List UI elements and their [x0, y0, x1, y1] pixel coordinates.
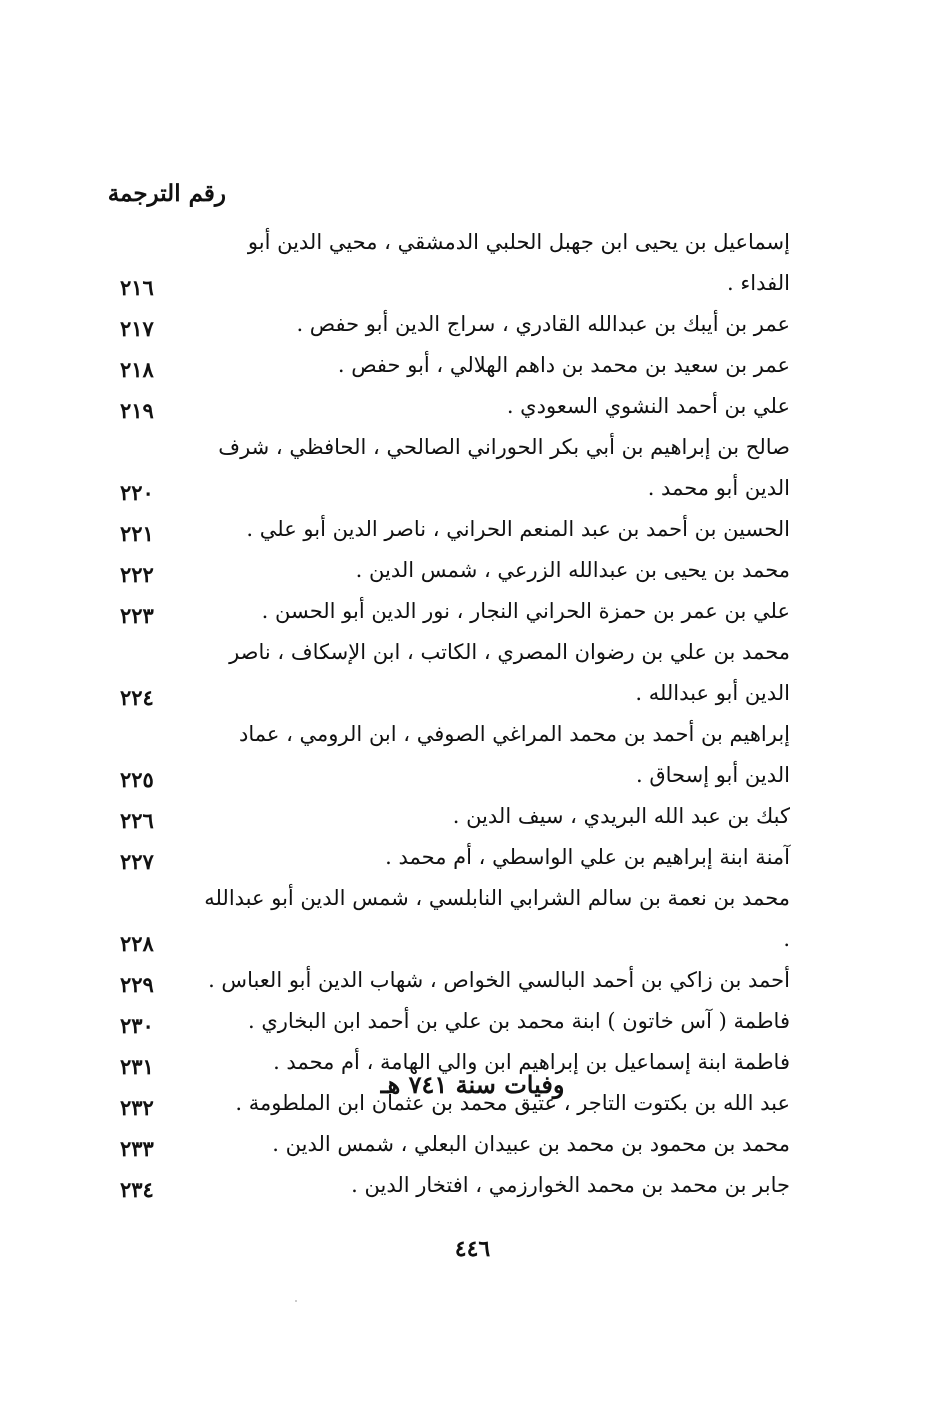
- list-item: [110, 1124, 790, 1165]
- entry-number: ٢٢٠: [120, 480, 154, 505]
- entry-number: ٢٢٩: [120, 972, 154, 997]
- entry-number: ٢٣٢: [120, 1095, 154, 1120]
- entry-number: ٢١٩: [120, 398, 154, 423]
- entry-number: ٢٢٢: [120, 562, 154, 587]
- entries-list-after: [110, 1124, 790, 1206]
- entry-number: ٢٣٤: [120, 1177, 154, 1202]
- entry-name: محمد بن نعمة بن سالم الشرابي النابلسي ، شمس الدين أبو عبدالله .: [204, 886, 790, 951]
- entry-name: الحسين بن أحمد بن عبد المنعم الحراني ، ناصر الدين أبو علي .: [246, 517, 790, 541]
- section-heading-year: وفيات سنة ٧٤١ هـ: [380, 1070, 565, 1099]
- entry-number: ٢٢٥: [120, 767, 154, 792]
- entry-name: كبك بن عبد الله البريدي ، سيف الدين .: [452, 804, 790, 828]
- entry-name: فاطمة ابنة إسماعيل بن إبراهيم ابن والي الهامة ، أم محمد .: [273, 1050, 790, 1074]
- list-item: [110, 1165, 790, 1206]
- list-item: [110, 427, 790, 509]
- page-number: ٤٤٦: [454, 1236, 491, 1262]
- entry-number: ٢١٧: [120, 316, 154, 341]
- list-item: [110, 632, 790, 714]
- list-item: [110, 1001, 790, 1042]
- entry-name: عمر بن أيبك بن عبدالله القادري ، سراج الدين أبو حفص .: [296, 312, 790, 336]
- entry-number: ٢٢١: [120, 521, 154, 546]
- entry-number: ٢٢٣: [120, 603, 154, 628]
- list-item: [110, 714, 790, 796]
- list-item: [110, 591, 790, 632]
- entry-number: ٢٢٧: [120, 849, 154, 874]
- entry-name: إسماعيل بن يحيى ابن جهبل الحلبي الدمشقي ، محيي الدين أبو الفداء .: [247, 230, 790, 295]
- entry-number: ٢١٨: [120, 357, 154, 382]
- entry-number: ٢٢٤: [120, 685, 154, 710]
- entry-name: جابر بن محمد بن محمد الخوارزمي ، افتخار الدين .: [351, 1173, 790, 1197]
- list-item: [110, 304, 790, 345]
- entry-name: علي بن أحمد النشوي السعودي .: [506, 394, 790, 418]
- entry-number: ٢١٦: [120, 275, 154, 300]
- entry-number: ٢٣٠: [120, 1013, 154, 1038]
- print-speck: [295, 1300, 297, 1302]
- entries-list: [110, 222, 790, 1124]
- entry-name: عمر بن سعيد بن محمد بن داهم الهلالي ، أبو حفص .: [337, 353, 790, 377]
- entry-number: ٢٣١: [120, 1054, 154, 1079]
- list-item: [110, 386, 790, 427]
- entry-name: إبراهيم بن أحمد بن محمد المراغي الصوفي ، ابن الرومي ، عماد الدين أبو إسحاق .: [239, 722, 790, 787]
- entry-name: آمنة ابنة إبراهيم بن علي الواسطي ، أم محمد .: [385, 845, 790, 869]
- entry-number: ٢٢٦: [120, 808, 154, 833]
- list-item: [110, 837, 790, 878]
- entry-number: ٢٣٣: [120, 1136, 154, 1161]
- entry-number: ٢٢٨: [120, 931, 154, 956]
- list-item: [110, 960, 790, 1001]
- entry-name: أحمد بن زاكي بن أحمد البالسي الخواص ، شهاب الدين أبو العباس .: [208, 968, 790, 992]
- list-item: [110, 796, 790, 837]
- column-header-translation-number: رقم الترجمة: [107, 180, 226, 207]
- list-item: [110, 509, 790, 550]
- list-item: [110, 550, 790, 591]
- entry-name: محمد بن علي بن رضوان المصري ، الكاتب ، ابن الإسكاف ، ناصر الدين أبو عبدالله .: [229, 640, 790, 705]
- list-item: [110, 878, 790, 960]
- entry-name: عبد الله بن بكتوت التاجر ، عتيق محمد بن عثمان ابن الملطومة .: [235, 1091, 790, 1115]
- entry-name: فاطمة ( آس خاتون ) ابنة محمد بن علي بن أحمد ابن البخاري .: [248, 1009, 790, 1033]
- entry-name: علي بن عمر بن حمزة الحراني النجار ، نور الدين أبو الحسن .: [261, 599, 790, 623]
- entry-name: صالح بن إبراهيم بن أبي بكر الحوراني الصالحي ، الحافظي ، شرف الدين أبو محمد .: [218, 435, 790, 500]
- entry-name: محمد بن محمود بن محمد بن عبيدان البعلي ، شمس الدين .: [272, 1132, 790, 1156]
- list-item: [110, 345, 790, 386]
- entry-name: محمد بن يحيى بن عبدالله الزرعي ، شمس الدين .: [355, 558, 790, 582]
- list-item: [110, 222, 790, 304]
